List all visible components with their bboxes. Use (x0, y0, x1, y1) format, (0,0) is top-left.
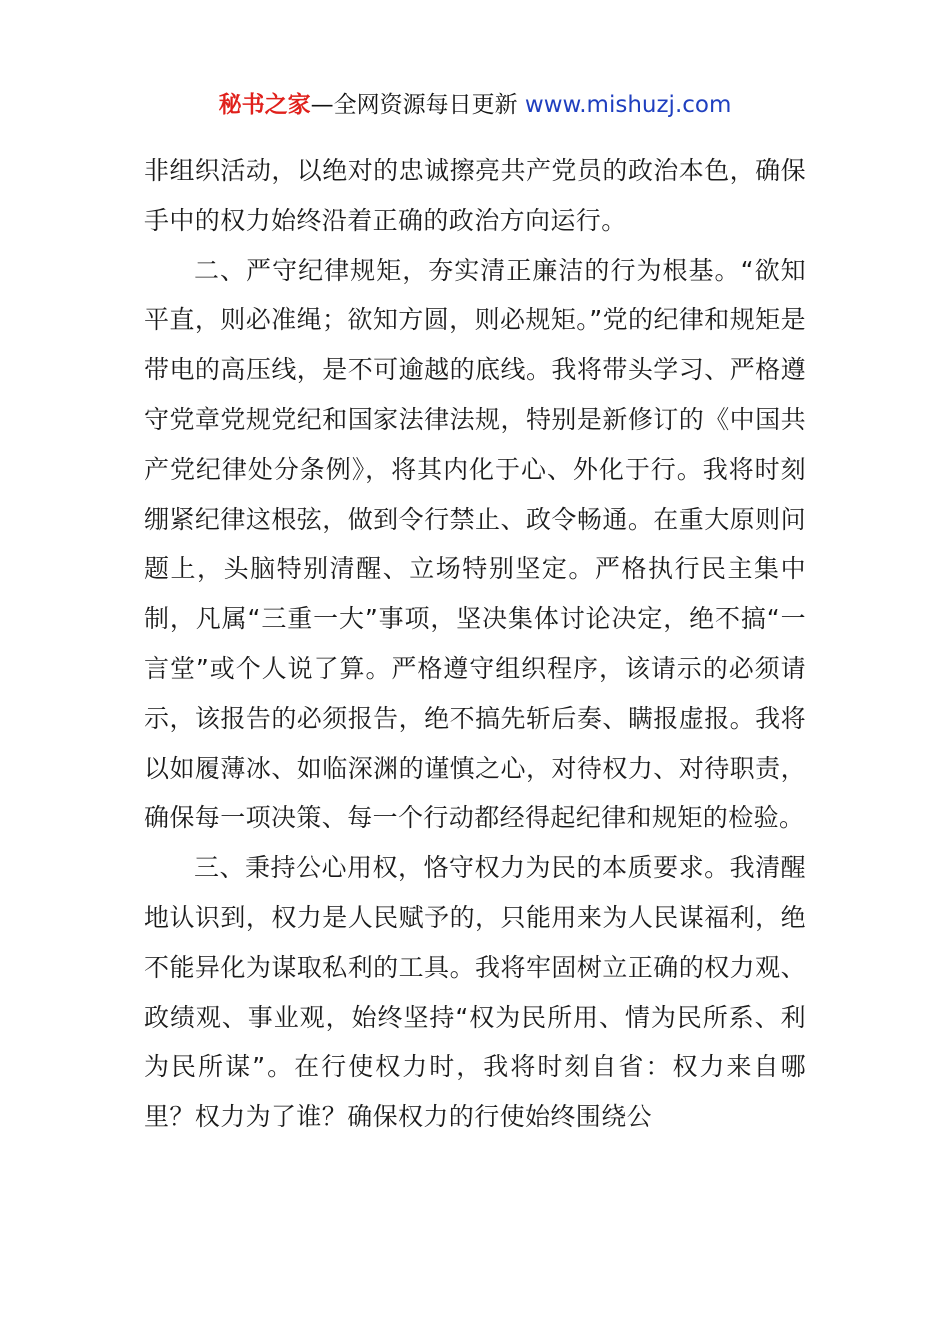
site-url-link[interactable]: www.mishuzj.com (524, 92, 732, 118)
paragraph-section-two: 二、严守纪律规矩，夯实清正廉洁的行为根基。“欲知平直，则必准绳；欲知方圆，则必规矩。”党的纪律和规矩是带电的高压线，是不可逾越的底线。我将带头学习、严格遵守党章党规党纪和国家法律法规，特别是新修订的《中国共产党纪律处分条例》，将其内化于心、外化于行。我将时刻绷紧纪律这根弦，做到令行禁止、政令畅通。在重大原则问题上，头脑特别清醒、立场特别坚定。严格执行民主集中制，凡属“三重一大”事项，坚决集体讨论决定，绝不搞“一言堂”或个人说了算。严格遵守组织程序，该请示的必须请示，该报告的必须报告，绝不搞先斩后奏、瞒报虚报。我将以如履薄冰、如临深渊的谨慎之心，对待权力、对待职责，确保每一项决策、每一个行动都经得起纪律和规矩的检验。 (144, 255, 806, 833)
paragraph-continuation: 非组织活动，以绝对的忠诚擦亮共产党员的政治本色，确保手中的权力始终沿着正确的政治方向运行。 (144, 156, 806, 235)
document-body (144, 146, 806, 1142)
site-brand: 秘书之家 (218, 92, 311, 118)
site-header (0, 88, 950, 122)
site-slogan: —全网资源每日更新 (310, 92, 525, 118)
paragraph-section-three: 三、秉持公心用权，恪守权力为民的本质要求。我清醒地认识到，权力是人民赋予的，只能用来为人民谋福利，绝不能异化为谋取私利的工具。我将牢固树立正确的权力观、政绩观、事业观，始终坚持“权为民所用、情为民所系、利为民所谋”。在行使权力时，我将时刻自省：权力来自哪里？权力为了谁？确保权力的行使始终围绕公 (144, 853, 806, 1132)
